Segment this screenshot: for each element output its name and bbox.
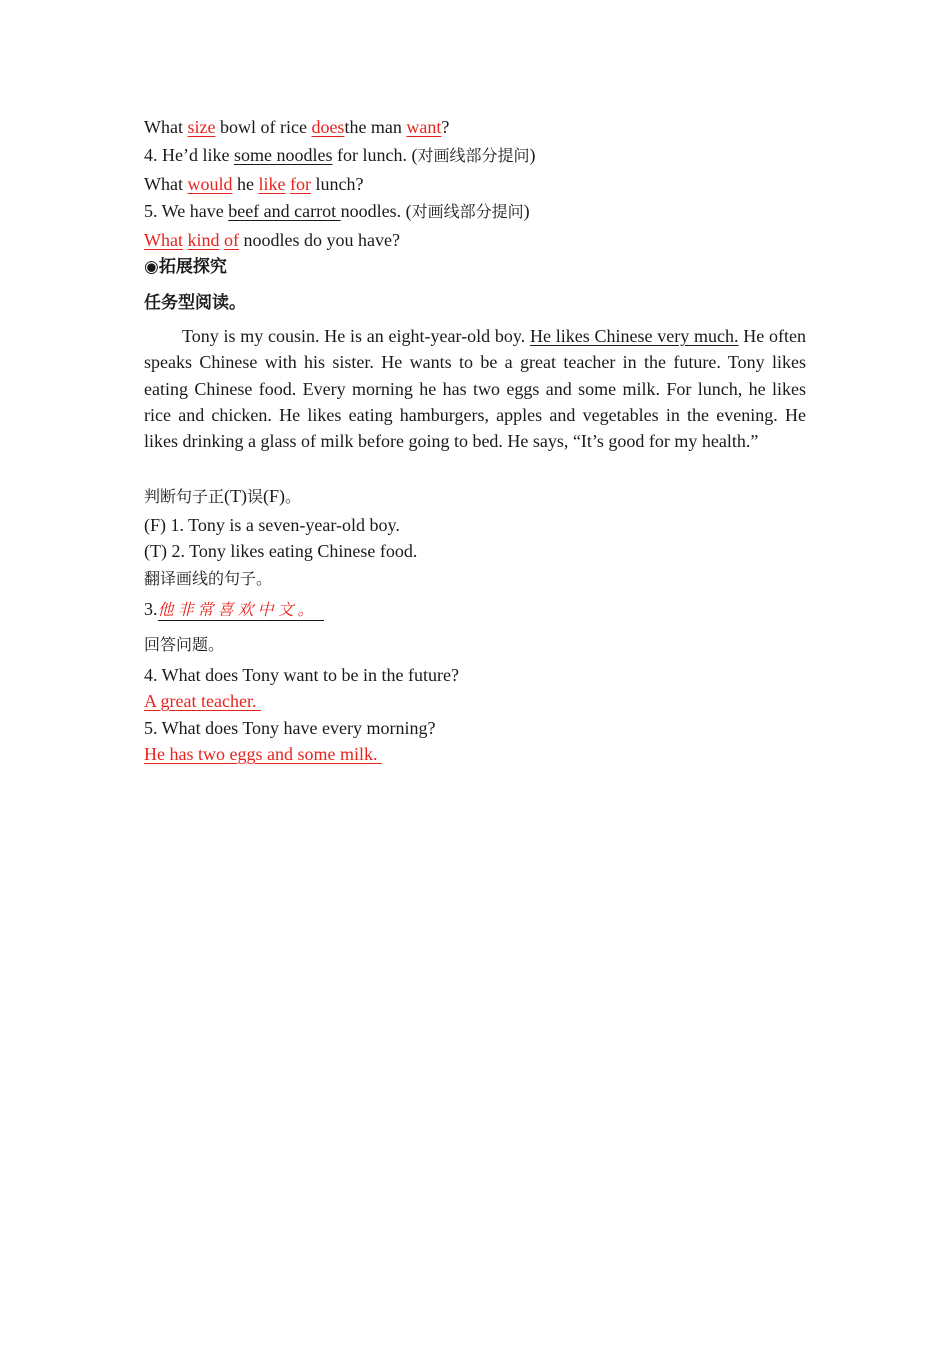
text: bowl of rice: [219, 117, 307, 137]
text: (T): [224, 486, 247, 506]
answer-4: A great teacher.: [144, 691, 261, 711]
judge-instruction: [144, 485, 301, 508]
instruction-cn: 对画线部分提问: [417, 146, 530, 165]
text: lunch?: [315, 174, 364, 194]
text: noodles. (: [340, 201, 412, 221]
answer-blank: like: [258, 174, 286, 194]
rewrite-answer-5: [144, 229, 400, 251]
text: ): [529, 145, 536, 165]
text: for lunch. (: [336, 145, 418, 165]
answer-question-4: 4. What does Tony want to be in the future?: [144, 665, 459, 685]
underlined-phrase: beef and carrot: [228, 201, 341, 221]
instruction-cn: 判断句子正: [144, 487, 225, 506]
judge-question-2: (T) 2. Tony likes eating Chinese food.: [144, 541, 418, 561]
text: What: [144, 117, 183, 137]
passage-text: Tony is my cousin. He is an eight-year-old boy.: [182, 326, 530, 346]
rewrite-question-4: [144, 144, 535, 167]
answer-5: He has two eggs and some milk.: [144, 744, 382, 764]
passage-text: He often speaks Chinese with his sister. He wants to be a great teacher in the future. Tony likes eating Chinese food. Every morning he has two eggs and some milk. For lunch, he likes rice and chicken. He likes eating hamburgers, apples and vegetables in the evening. He likes drinking a glass of milk before going to bed. He says, “It’s good for my health.”: [144, 326, 806, 452]
answer-blank: What: [144, 230, 183, 250]
rewrite-answer-4: [144, 173, 363, 195]
answer-blank: size: [187, 117, 216, 137]
answer-blank: kind: [187, 230, 220, 250]
underlined-sentence: He likes Chinese very much.: [530, 326, 739, 346]
answer-question-5: 5. What does Tony have every morning?: [144, 718, 436, 738]
text: What: [144, 174, 183, 194]
text: (F): [263, 486, 286, 506]
instruction-cn: 对画线部分提问: [411, 202, 524, 221]
judge-question-1: (F) 1. Tony is a seven-year-old boy.: [144, 515, 400, 535]
question-number: 3.: [144, 599, 158, 619]
extension-heading: ◉拓展探究: [144, 257, 227, 277]
translate-instruction: 翻译画线的句子。: [144, 569, 273, 588]
text: he: [236, 174, 254, 194]
underlined-phrase: some noodles: [233, 145, 333, 165]
text: ): [523, 201, 530, 221]
text: noodles do you have?: [243, 230, 400, 250]
text: 4. He’d like: [144, 145, 230, 165]
text: ?: [441, 117, 450, 137]
task-title: 任务型阅读。: [144, 293, 246, 313]
answer-blank: does: [311, 117, 345, 137]
instruction-cn: 。: [285, 487, 302, 506]
answer-blank: want: [406, 117, 442, 137]
rewrite-question-5: [144, 200, 530, 223]
answer-blank: of: [224, 230, 239, 250]
handwritten-answer: 他非常喜欢中文。: [158, 600, 324, 621]
text: the man: [344, 117, 402, 137]
answer-instruction: 回答问题。: [144, 635, 225, 654]
text: 5. We have: [144, 201, 224, 221]
answer-blank: would: [187, 174, 233, 194]
instruction-cn: 误: [247, 487, 264, 506]
reading-passage: [144, 323, 806, 454]
answer-blank: for: [289, 174, 311, 194]
translate-question-3: [144, 598, 324, 621]
rewrite-line-1: [144, 116, 449, 138]
